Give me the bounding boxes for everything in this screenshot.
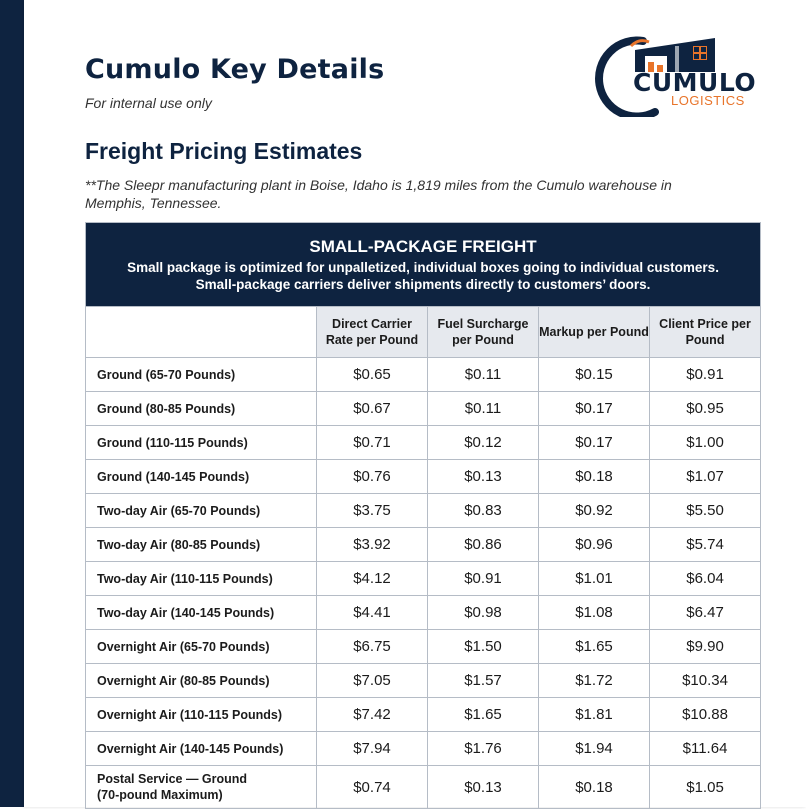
table-row xyxy=(86,460,761,494)
client-price-cell: $11.64 xyxy=(650,732,761,766)
row-label: Overnight Air (80-85 Pounds) xyxy=(86,664,317,698)
column-header-markup: Markup per Pound xyxy=(539,307,650,358)
fuel-surcharge-cell: $0.11 xyxy=(428,358,539,392)
client-price-cell: $6.04 xyxy=(650,562,761,596)
row-label: Ground (65-70 Pounds) xyxy=(86,358,317,392)
direct-carrier-rate-cell: $0.65 xyxy=(317,358,428,392)
table-row xyxy=(86,426,761,460)
row-label: Overnight Air (140-145 Pounds) xyxy=(86,732,317,766)
row-label: Two-day Air (65-70 Pounds) xyxy=(86,494,317,528)
row-label-line-2: (70-pound Maximum) xyxy=(97,788,223,802)
row-label: Ground (110-115 Pounds) xyxy=(86,426,317,460)
markup-cell: $1.94 xyxy=(539,732,650,766)
row-label xyxy=(86,766,317,809)
column-header-fuel-surcharge: Fuel Surcharge per Pound xyxy=(428,307,539,358)
fuel-surcharge-cell: $0.13 xyxy=(428,460,539,494)
column-header-direct-carrier-rate: Direct Carrier Rate per Pound xyxy=(317,307,428,358)
row-label: Overnight Air (65-70 Pounds) xyxy=(86,630,317,664)
table-row xyxy=(86,358,761,392)
document-subtitle: For internal use only xyxy=(85,95,212,111)
banner-description-1: Small package is optimized for unpalletized, individual boxes going to individual customers. xyxy=(127,259,719,275)
direct-carrier-rate-cell: $7.42 xyxy=(317,698,428,732)
logo-tagline: LOGISTICS xyxy=(671,93,745,108)
row-label: Ground (80-85 Pounds) xyxy=(86,392,317,426)
section-title: Freight Pricing Estimates xyxy=(85,138,363,164)
direct-carrier-rate-cell: $4.41 xyxy=(317,596,428,630)
markup-cell: $0.92 xyxy=(539,494,650,528)
client-price-cell: $9.90 xyxy=(650,630,761,664)
fuel-surcharge-cell: $0.12 xyxy=(428,426,539,460)
markup-cell: $1.81 xyxy=(539,698,650,732)
row-label: Two-day Air (80-85 Pounds) xyxy=(86,528,317,562)
column-header-client-price: Client Price per Pound xyxy=(650,307,761,358)
distance-note: **The Sleepr manufacturing plant in Boise, Idaho is 1,819 miles from the Cumulo warehouse in Memphis, Tennessee. xyxy=(85,177,672,211)
table-banner xyxy=(86,223,761,307)
banner-title: SMALL-PACKAGE FREIGHT xyxy=(309,236,537,256)
row-label-line-1: Postal Service — Ground xyxy=(97,772,248,786)
row-label: Overnight Air (110-115 Pounds) xyxy=(86,698,317,732)
client-price-cell: $10.88 xyxy=(650,698,761,732)
document-title: Cumulo Key Details xyxy=(85,54,385,85)
table-row xyxy=(86,732,761,766)
fuel-surcharge-cell: $0.11 xyxy=(428,392,539,426)
fuel-surcharge-cell: $1.57 xyxy=(428,664,539,698)
row-label: Ground (140-145 Pounds) xyxy=(86,460,317,494)
freight-pricing-table xyxy=(85,222,761,809)
column-header-blank xyxy=(86,307,317,358)
logo-wordmark: CUMULO xyxy=(633,68,757,97)
markup-cell: $0.18 xyxy=(539,766,650,809)
fuel-surcharge-cell: $1.65 xyxy=(428,698,539,732)
left-accent-bar xyxy=(0,0,24,807)
markup-cell: $0.96 xyxy=(539,528,650,562)
markup-cell: $1.72 xyxy=(539,664,650,698)
direct-carrier-rate-cell: $0.67 xyxy=(317,392,428,426)
direct-carrier-rate-cell: $7.05 xyxy=(317,664,428,698)
document-page xyxy=(24,0,806,807)
markup-cell: $0.17 xyxy=(539,392,650,426)
markup-cell: $1.01 xyxy=(539,562,650,596)
table-row xyxy=(86,664,761,698)
banner-description-2: Small-package carriers deliver shipments directly to customers’ doors. xyxy=(195,276,651,292)
markup-cell: $1.65 xyxy=(539,630,650,664)
fuel-surcharge-cell: $1.76 xyxy=(428,732,539,766)
client-price-cell: $5.50 xyxy=(650,494,761,528)
fuel-surcharge-cell: $1.50 xyxy=(428,630,539,664)
direct-carrier-rate-cell: $3.92 xyxy=(317,528,428,562)
markup-cell: $0.15 xyxy=(539,358,650,392)
table-row xyxy=(86,528,761,562)
client-price-cell: $1.07 xyxy=(650,460,761,494)
client-price-cell: $10.34 xyxy=(650,664,761,698)
row-label: Two-day Air (110-115 Pounds) xyxy=(86,562,317,596)
table-row xyxy=(86,562,761,596)
direct-carrier-rate-cell: $0.76 xyxy=(317,460,428,494)
fuel-surcharge-cell: $0.13 xyxy=(428,766,539,809)
cumulo-logo xyxy=(595,32,757,117)
fuel-surcharge-cell: $0.86 xyxy=(428,528,539,562)
markup-cell: $0.18 xyxy=(539,460,650,494)
client-price-cell: $1.00 xyxy=(650,426,761,460)
direct-carrier-rate-cell: $0.74 xyxy=(317,766,428,809)
table-row xyxy=(86,596,761,630)
fuel-surcharge-cell: $0.83 xyxy=(428,494,539,528)
markup-cell: $0.17 xyxy=(539,426,650,460)
markup-cell: $1.08 xyxy=(539,596,650,630)
fuel-surcharge-cell: $0.98 xyxy=(428,596,539,630)
table-row xyxy=(86,698,761,732)
direct-carrier-rate-cell: $3.75 xyxy=(317,494,428,528)
fuel-surcharge-cell: $0.91 xyxy=(428,562,539,596)
direct-carrier-rate-cell: $0.71 xyxy=(317,426,428,460)
direct-carrier-rate-cell: $7.94 xyxy=(317,732,428,766)
table-row xyxy=(86,766,761,809)
client-price-cell: $0.95 xyxy=(650,392,761,426)
table-row xyxy=(86,392,761,426)
client-price-cell: $0.91 xyxy=(650,358,761,392)
table-row xyxy=(86,630,761,664)
client-price-cell: $1.05 xyxy=(650,766,761,809)
direct-carrier-rate-cell: $4.12 xyxy=(317,562,428,596)
table-row xyxy=(86,494,761,528)
direct-carrier-rate-cell: $6.75 xyxy=(317,630,428,664)
client-price-cell: $6.47 xyxy=(650,596,761,630)
client-price-cell: $5.74 xyxy=(650,528,761,562)
row-label: Two-day Air (140-145 Pounds) xyxy=(86,596,317,630)
